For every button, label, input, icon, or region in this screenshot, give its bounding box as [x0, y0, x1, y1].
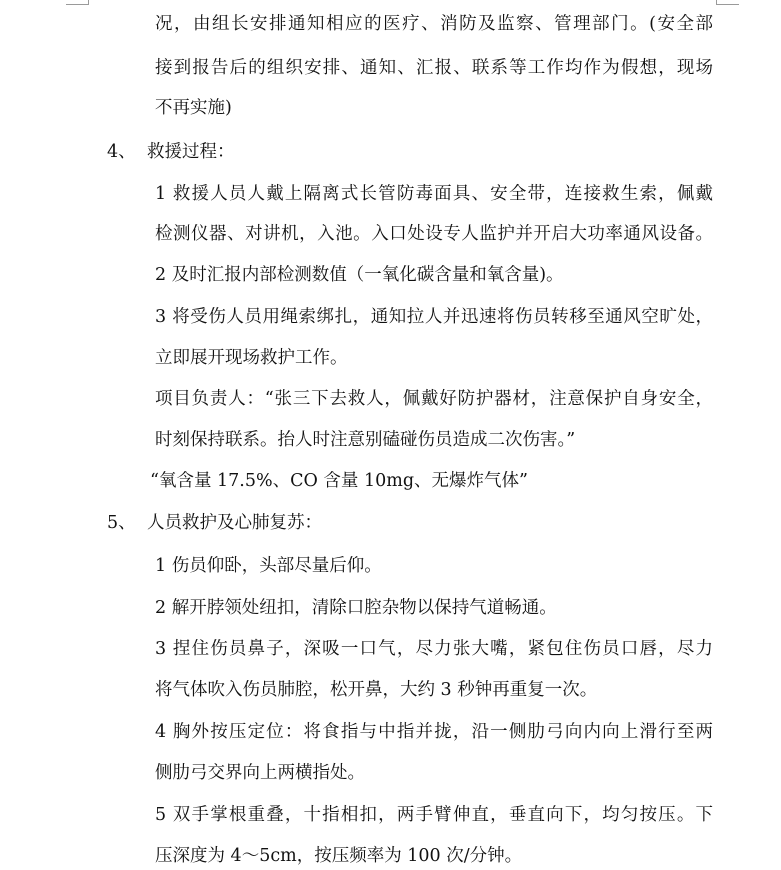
text-line: 2 及时汇报内部检测数值（一氧化碳含量和氧含量)。	[155, 265, 564, 285]
text-line: 3 将受伤人员用绳索绑扎，通知拉人并迅速将伤员转移至通风空旷处，	[155, 307, 713, 327]
text-line: 压深度为 4～5cm，按压频率为 100 次/分钟。	[155, 846, 523, 866]
section-heading	[107, 140, 235, 164]
section-title: 救援过程：	[147, 142, 235, 162]
text-line: 4 胸外按压定位：将食指与中指并拢，沿一侧肋弓向内向上滑行至两	[155, 722, 713, 742]
page-corner-mark-right	[716, 0, 739, 5]
text-line: 2 解开脖领处纽扣，清除口腔杂物以保持气道畅通。	[155, 598, 557, 618]
text-line: 项目负责人：“张三下去救人，佩戴好防护器材，注意保护自身安全，	[155, 389, 713, 409]
section-number: 5、	[107, 513, 136, 533]
text-line: “氧含量 17.5%、CO 含量 10mg、无爆炸气体”	[150, 471, 528, 491]
text-line: 将气体吹入伤员肺腔，松开鼻，大约 3 秒钟再重复一次。	[155, 680, 598, 700]
text-line: 况，由组长安排通知相应的医疗、消防及监察、管理部门。(安全部	[155, 14, 713, 34]
section-title: 人员救护及心肺复苏：	[147, 513, 322, 533]
text-line: 立即展开现场救护工作。	[155, 348, 348, 368]
text-line: 检测仪器、对讲机，入池。入口处设专人监护并开启大功率通风设备。	[155, 224, 713, 244]
text-line: 时刻保持联系。抬人时注意别磕碰伤员造成二次伤害。”	[155, 430, 576, 450]
page-corner-mark-left	[66, 0, 89, 5]
text-line: 3 捏住伤员鼻子，深吸一口气，尽力张大嘴，紧包住伤员口唇，尽力	[155, 639, 713, 659]
text-line: 接到报告后的组织安排、通知、汇报、联系等工作均作为假想，现场	[155, 58, 713, 78]
text-line: 5 双手掌根重叠，十指相扣，两手臂伸直，垂直向下，均匀按压。下	[155, 805, 713, 825]
text-line: 侧肋弓交界向上两横指处。	[155, 763, 365, 783]
text-line: 1 救援人员人戴上隔离式长管防毒面具、安全带，连接救生索，佩戴	[155, 184, 713, 204]
section-number: 4、	[107, 142, 136, 162]
text-line: 不再实施)	[155, 98, 232, 118]
section-heading	[107, 511, 322, 535]
text-line: 1 伤员仰卧，头部尽量后仰。	[155, 556, 382, 576]
